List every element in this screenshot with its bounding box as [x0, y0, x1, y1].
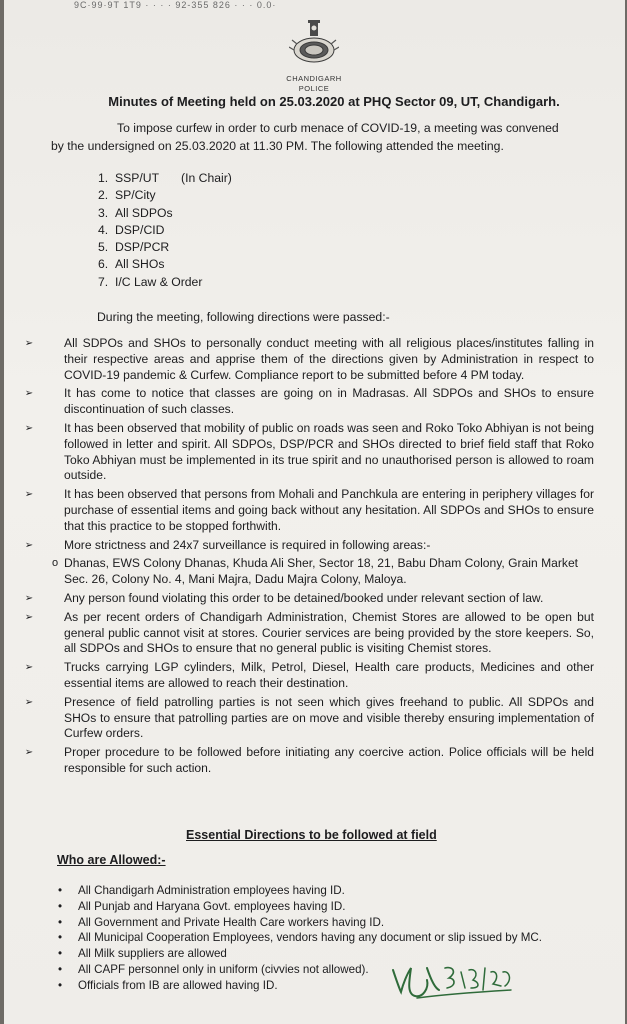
handwritten-signature: [387, 958, 517, 1002]
direction-text: It has been observed that persons from Mohali and Panchkula are entering in periphery villages for purchase of essential items and going back without any hesitation. All SDPOs and SHOs to ensure that this practice to be stopped forthwith.: [64, 487, 594, 533]
allowed-item: [57, 899, 577, 915]
allowed-item: [57, 915, 577, 931]
police-emblem-icon: [289, 16, 339, 70]
bullet-dot-icon: •: [58, 978, 63, 992]
allowed-text: All CAPF personnel only in uniform (civvies not allowed).: [78, 962, 369, 976]
attendee-number: 5.: [98, 240, 109, 255]
allowed-item: [57, 930, 577, 946]
surveillance-areas: [6, 556, 594, 588]
attendee-item: [98, 239, 232, 256]
direction-text: Presence of field patrolling parties is not seen which gives freehand to public. All SDPOs and SHOs to ensure that patrolling parties are on move and visible thereby ensuring implementation of Curfew orders.: [64, 694, 594, 741]
allowed-text: All Chandigarh Administration employees having ID.: [78, 884, 345, 897]
org-name: CHANDIGARH: [286, 74, 342, 83]
direction-item: [22, 538, 594, 554]
attendee-number: 2.: [98, 188, 109, 203]
arrow-bullet-icon: ➢: [24, 611, 34, 623]
document-title: Minutes of Meeting held on 25.03.2020 at PHQ Sector 09, UT, Chandigarh.: [108, 94, 560, 109]
circle-bullet-icon: o: [52, 557, 59, 570]
attendee-name: SP/City: [115, 188, 156, 203]
arrow-bullet-icon: ➢: [24, 592, 34, 604]
direction-text: More strictness and 24x7 surveillance is required in following areas:-: [64, 537, 431, 552]
direction-text: Proper procedure to be followed before initiating any coercive action. Police officials will be held responsible for such action.: [64, 745, 594, 775]
direction-item: [22, 745, 594, 777]
attendee-number: 3.: [98, 205, 109, 220]
arrow-bullet-icon: ➢: [24, 696, 34, 708]
bullet-dot-icon: •: [58, 947, 63, 961]
attendee-name: DSP/CID: [115, 222, 165, 237]
allowed-text: Officials from IB are allowed having ID.: [78, 978, 278, 992]
direction-text: All SDPOs and SHOs to personally conduct meeting with all religious places/institutes falling in their respective areas and apprise them of the directions given by Administration in respect to COVID-19 pandemic & Curfew. Compliance report to be submitted before 4 PM today.: [64, 336, 594, 382]
direction-text: As per recent orders of Chandigarh Administration, Chemist Stores are allowed to be open but general public cannot visit at stores. Courier services are being provided by the store keepers. So, all SDPOs and SHOs to ensure that no general public is visiting Chemist stores.: [64, 609, 594, 656]
intro-line-2: by the undersigned on 25.03.2020 at 11.30 PM. The following attended the meeting.: [51, 139, 504, 153]
direction-item: [22, 421, 594, 484]
attendee-name: SSP/UT: [115, 171, 160, 185]
attendee-name: I/C Law & Order: [115, 274, 203, 289]
attendee-item: [98, 170, 232, 187]
areas-text: Dhanas, EWS Colony Dhanas, Khuda Ali Sher, Sector 18, 21, Babu Dham Colony, Grain Market Sec. 26, Colony No. 4, Mani Majra, Dadu Majra Colony, Maloya.: [64, 556, 579, 587]
directions-list: [22, 336, 594, 780]
allowed-text: All Municipal Cooperation Employees, vendors having any document or slip issued by MC.: [78, 931, 542, 945]
attendee-item: [98, 205, 232, 222]
arrow-bullet-icon: ➢: [24, 539, 34, 551]
section-heading: Essential Directions to be followed at field: [186, 828, 437, 842]
attendee-item: [98, 256, 232, 273]
allowed-text: All Punjab and Haryana Govt. employees having ID.: [78, 899, 346, 913]
attendee-list: [98, 170, 232, 291]
bullet-dot-icon: •: [58, 899, 63, 913]
attendee-item: [98, 222, 232, 239]
direction-item: [22, 591, 594, 607]
direction-item: [22, 610, 594, 657]
attendee-name: All SHOs: [115, 257, 165, 272]
arrow-bullet-icon: ➢: [24, 338, 34, 349]
attendee-number: 4.: [98, 222, 109, 237]
attendee-number: 1.: [98, 171, 109, 185]
arrow-bullet-icon: ➢: [24, 489, 34, 501]
allowed-text: All Government and Private Health Care workers having ID.: [78, 915, 385, 929]
direction-item: [22, 386, 594, 418]
bullet-dot-icon: •: [58, 915, 63, 929]
bullet-dot-icon: •: [58, 962, 63, 976]
allowed-item: [57, 883, 577, 899]
intro-paragraph: [51, 119, 571, 155]
who-allowed-heading: Who are Allowed:-: [57, 853, 166, 867]
attendee-name: DSP/PCR: [115, 240, 170, 255]
attendee-number: 6.: [98, 257, 109, 272]
arrow-bullet-icon: ➢: [24, 388, 34, 400]
direction-item: [22, 695, 594, 742]
arrow-bullet-icon: ➢: [24, 662, 34, 674]
attendee-item: [98, 187, 232, 204]
allowed-text: All Milk suppliers are allowed: [78, 947, 227, 961]
direction-text: It has been observed that mobility of public on roads was seen and Roko Toko Abhiyan is not being followed in letter and spirit. All SDPOs, DSP/PCR and SHOs directed to brief field staff that Roko Toko Abhiyan must be implemented in its true spirit and no unauthorised person is allowed to roam outside.: [64, 420, 594, 483]
attendee-number: 7.: [98, 274, 109, 289]
attendee-item: [98, 274, 232, 291]
direction-text: Any person found violating this order to be detained/booked under relevant section of law.: [64, 590, 544, 605]
attendee-note: (In Chair): [181, 171, 232, 185]
arrow-bullet-icon: ➢: [24, 422, 34, 434]
org-subname: POLICE: [298, 84, 330, 93]
intro-line-1: To impose curfew in order to curb menace of COVID-19, a meeting was convened: [117, 121, 559, 135]
during-meeting-text: During the meeting, following directions were passed:-: [97, 310, 390, 324]
bullet-dot-icon: •: [58, 884, 63, 897]
direction-text: It has come to notice that classes are going on in Madrasas. All SDPOs and SHOs to ensure discontinuation of such classes.: [64, 386, 594, 417]
arrow-bullet-icon: ➢: [24, 747, 34, 759]
attendee-name: All SDPOs: [115, 205, 173, 220]
direction-text: Trucks carrying LGP cylinders, Milk, Petrol, Diesel, Health care products, Medicines and other essential items are allowed to reach their destination.: [64, 660, 594, 690]
direction-item: [22, 487, 594, 534]
document-page: [4, 0, 625, 1024]
bullet-dot-icon: •: [58, 931, 63, 945]
direction-item: [22, 660, 594, 692]
direction-item: [22, 336, 594, 383]
top-strip-text: 9C·99·9T 1T9 · · · · 92-355 826 · · · 0.0·: [74, 0, 277, 10]
